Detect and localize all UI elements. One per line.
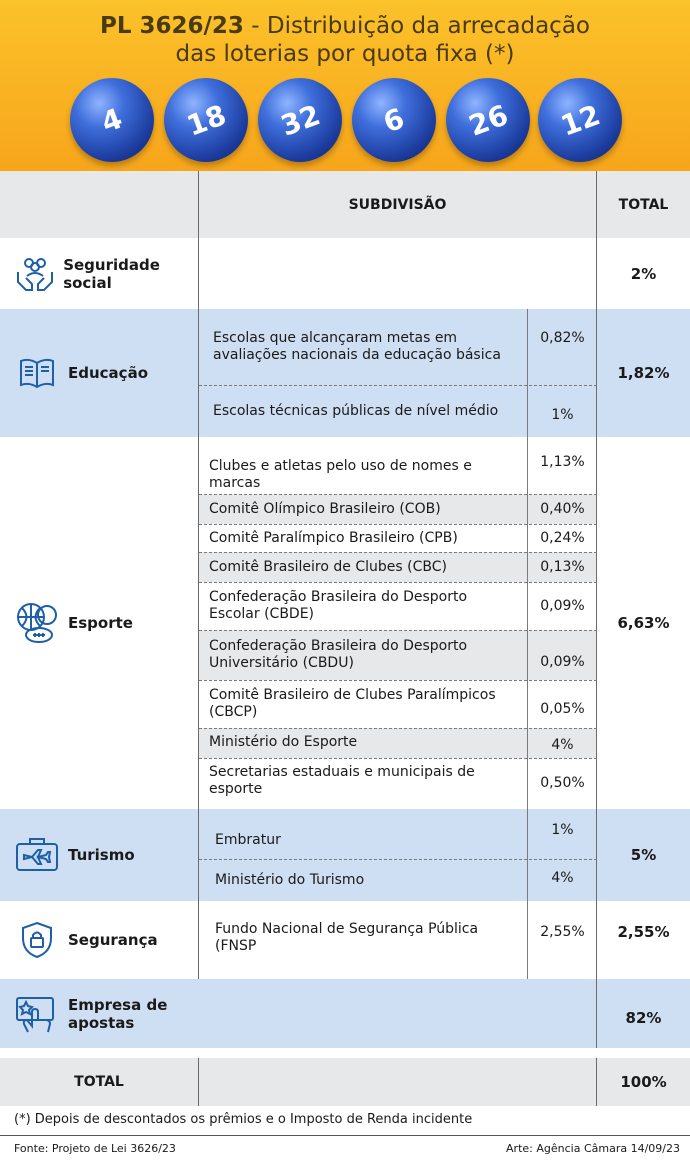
lottery-ball: 4 [70, 78, 154, 162]
art-credit: Arte: Agência Câmara 14/09/23 [506, 1142, 680, 1155]
header-total: TOTAL [618, 196, 669, 213]
subdivision-item: Comitê Olímpico Brasileiro (COB) [209, 500, 441, 517]
header-banner [0, 0, 690, 171]
total-value: 82% [625, 1008, 662, 1027]
subdivision-pct: 0,82% [540, 330, 585, 346]
subdivision-pct: 1,13% [540, 454, 585, 470]
subdivision-item: Confederação Brasileira do Desporto Universitário (CBDU) [209, 638, 468, 671]
subdivision-pct: 1% [551, 822, 574, 838]
subdivision-pct: 0,13% [540, 559, 585, 575]
total-value: 6,63% [617, 614, 670, 632]
row-seguridade [0, 238, 690, 309]
subdivision-item: Confederação Brasileira do Desporto Escolar (CBDE) [209, 589, 468, 622]
subdivision-item: Ministério do Esporte [209, 733, 358, 750]
title-bold: PL 3626/23 [99, 13, 244, 39]
subdivision-pct: 4% [551, 737, 574, 753]
lottery-ball: 6 [352, 78, 436, 162]
subdivision-pct: 0,50% [540, 775, 585, 791]
page-title [0, 12, 690, 68]
subdivision-item: Clubes e atletas pelo uso de nomes e marcas [209, 458, 472, 491]
category-label: Educação [68, 364, 148, 382]
card-hand-icon [14, 991, 60, 1037]
row-total [0, 1058, 690, 1106]
grand-total-value: 100% [620, 1073, 667, 1091]
title-line1: - Distribuição da arrecadação [243, 13, 590, 39]
header-subdivisao: SUBDIVISÃO [348, 196, 447, 213]
total-value: 5% [630, 846, 657, 864]
subdivision-pct: 0,24% [540, 530, 585, 546]
row-esporte [0, 437, 690, 809]
lottery-ball: 26 [446, 78, 530, 162]
lottery-ball: 12 [538, 78, 622, 162]
subdivision-pct: 0,09% [540, 598, 585, 614]
subdivision-item: Escolas técnicas públicas de nível médio [213, 402, 499, 419]
total-label: TOTAL [74, 1074, 124, 1090]
category-label: Seguridade social [63, 255, 160, 292]
subdivision-item: Escolas que alcançaram metas em avaliações nacionais da educação básica [213, 330, 501, 363]
category-label: Turismo [68, 846, 135, 864]
footnote: (*) Depois de descontados os prêmios e o Imposto de Renda incidente [14, 1112, 473, 1127]
subdivision-item: Comitê Paralímpico Brasileiro (CPB) [209, 529, 458, 546]
subdivision-pct: 0,05% [540, 701, 585, 717]
subdivision-pct: 4% [551, 870, 574, 886]
category-label: Empresa de apostas [68, 995, 168, 1032]
total-value: 2% [630, 264, 657, 283]
source-credit: Fonte: Projeto de Lei 3626/23 [14, 1142, 176, 1155]
lottery-ball: 18 [164, 78, 248, 162]
row-turismo [0, 809, 690, 901]
row-empresa-apostas [0, 979, 690, 1048]
subdivision-item: Fundo Nacional de Segurança Pública (FNSP [215, 921, 479, 954]
shield-lock-icon [14, 917, 60, 963]
footer-divider [0, 1135, 690, 1136]
total-value: 2,55% [617, 923, 670, 941]
lottery-balls [70, 78, 630, 166]
subdivision-item: Comitê Brasileiro de Clubes (CBC) [209, 558, 447, 575]
subdivision-item: Secretarias estaduais e municipais de esporte [209, 764, 475, 797]
subdivision-pct: 0,09% [540, 654, 585, 670]
title-line2: das loterias por quota fixa (*) [175, 41, 515, 67]
subdivision-pct: 1% [551, 407, 574, 423]
total-value: 1,82% [617, 364, 670, 382]
suitcase-plane-icon [14, 832, 60, 878]
book-icon [14, 350, 60, 396]
subdivision-pct: 0,40% [540, 501, 585, 517]
sports-balls-icon [14, 600, 60, 646]
subdivision-item: Ministério do Turismo [215, 871, 365, 888]
lottery-ball: 32 [258, 78, 342, 162]
category-label: Segurança [68, 931, 158, 949]
table-header [0, 171, 690, 238]
row-educacao [0, 309, 690, 437]
category-label: Esporte [68, 614, 133, 632]
subdivision-pct: 2,55% [540, 924, 585, 940]
hands-people-icon [14, 251, 55, 297]
subdivision-item: Comitê Brasileiro de Clubes Paralímpicos (CBCP) [209, 687, 496, 720]
subdivision-item: Embratur [215, 831, 281, 848]
row-seguranca [0, 901, 690, 979]
